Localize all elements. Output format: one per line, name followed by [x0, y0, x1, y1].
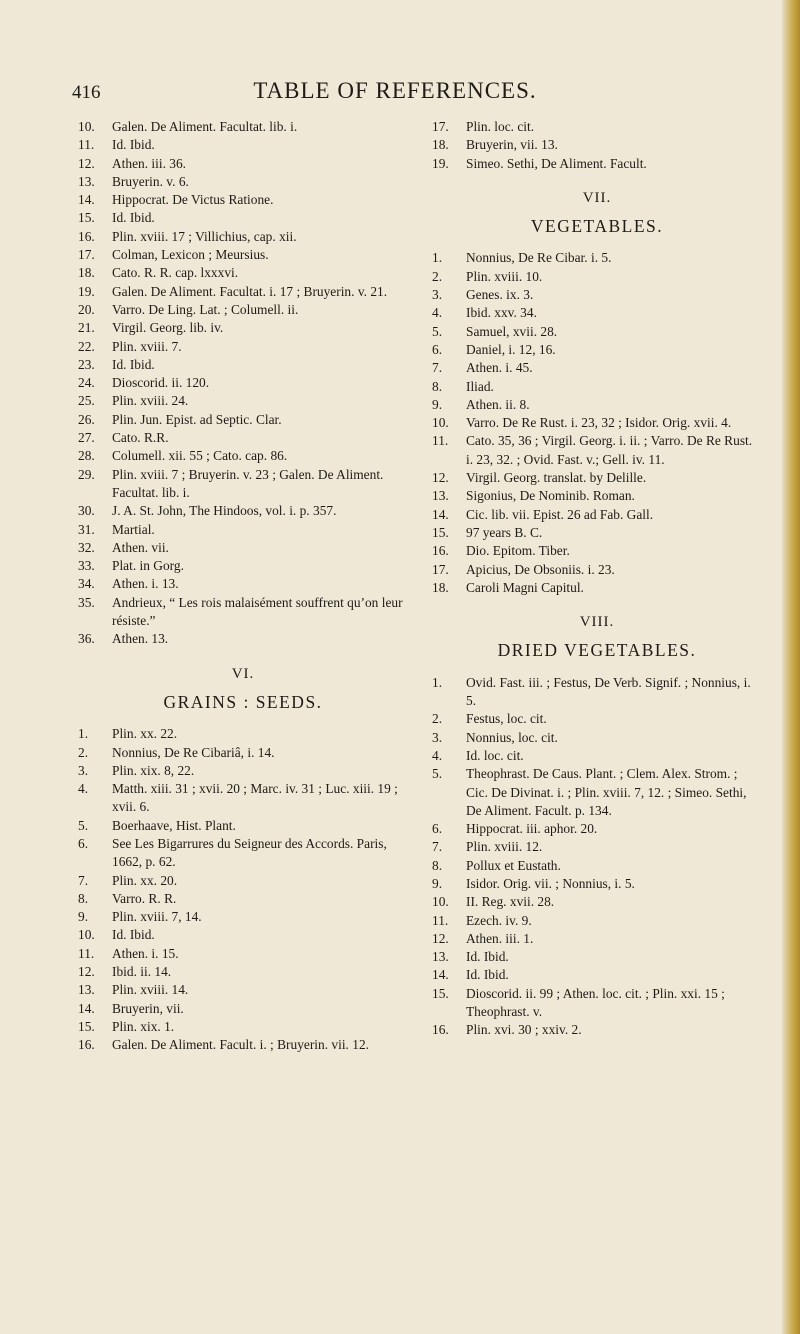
reference-text: Plin. xviii. 12.: [466, 839, 543, 855]
reference-number: 10.: [78, 927, 95, 943]
reference-number: 9.: [432, 396, 443, 412]
reference-number: 2.: [432, 268, 443, 284]
reference-entry: [78, 539, 408, 557]
reference-entry: [432, 875, 762, 893]
reference-entry: [432, 857, 762, 875]
reference-entry: [432, 304, 762, 322]
reference-number: 11.: [78, 945, 95, 961]
reference-number: 14.: [432, 967, 449, 983]
reference-entry: [78, 521, 408, 539]
reference-number: 30.: [78, 503, 95, 519]
reference-text: Hippocrat. iii. aphor. 20.: [466, 821, 598, 837]
reference-entry: [432, 432, 762, 469]
reference-number: 4.: [78, 781, 89, 797]
reference-number: 12.: [78, 155, 95, 171]
reference-text: Boerhaave, Hist. Plant.: [112, 817, 236, 833]
reference-text: Id. Ibid.: [112, 927, 155, 943]
reference-text: Plin. loc. cit.: [466, 119, 535, 134]
reference-text: Dioscorid. ii. 99 ; Athen. loc. cit. ; Plin. xxi. 15 ; Theophrast. v.: [466, 985, 725, 1020]
reference-text: Cic. lib. vii. Epist. 26 ad Fab. Gall.: [466, 506, 654, 522]
reference-text: See Les Bigarrures du Seigneur des Accords. Paris, 1662, p. 62.: [112, 835, 387, 870]
reference-text: II. Reg. xvii. 28.: [466, 894, 555, 910]
reference-entry: [432, 893, 762, 911]
reference-entry: [78, 945, 408, 963]
reference-text: Plat. in Gorg.: [112, 558, 184, 574]
reference-number: 3.: [432, 287, 443, 303]
reference-number: 2.: [432, 711, 443, 727]
reference-text: Bruyerin, vii.: [112, 1000, 184, 1016]
reference-number: 32.: [78, 539, 95, 555]
reference-text: Athen. vii.: [112, 539, 169, 555]
reference-entry: [78, 963, 408, 981]
reference-number: 19.: [432, 155, 449, 171]
reference-text: Plin. xviii. 10.: [466, 268, 543, 284]
reference-entry: [78, 392, 408, 410]
reference-entry: [78, 283, 408, 301]
running-title: TABLE OF REFERENCES.: [253, 78, 537, 103]
reference-text: Athen. 13.: [112, 631, 169, 647]
reference-number: 14.: [432, 506, 449, 522]
reference-text: Athen. i. 45.: [466, 360, 533, 376]
reference-text: Varro. R. R.: [112, 890, 177, 906]
reference-entry: [78, 447, 408, 465]
reference-text: Virgil. Georg. translat. by Delille.: [466, 470, 647, 486]
reference-text: Apicius, De Obsoniis. i. 23.: [466, 561, 615, 577]
reference-entry: [432, 729, 762, 747]
reference-entry: [432, 912, 762, 930]
reference-text: Ibid. ii. 14.: [112, 964, 172, 980]
reference-text: Ovid. Fast. iii. ; Festus, De Verb. Signif. ; Nonnius, i. 5.: [466, 674, 751, 709]
reference-text: Festus, loc. cit.: [466, 711, 547, 727]
reference-list: [78, 118, 408, 649]
reference-text: Daniel, i. 12, 16.: [466, 341, 556, 357]
reference-entry: [432, 765, 762, 820]
reference-text: Athen. i. 13.: [112, 576, 179, 592]
reference-entry: [432, 378, 762, 396]
section-title: VEGETABLES.: [530, 216, 664, 237]
reference-text: Plin. xx. 22.: [112, 726, 178, 742]
reference-entry: [78, 817, 408, 835]
reference-entry: [78, 890, 408, 908]
reference-entry: [432, 838, 762, 856]
reference-number: 16.: [432, 1022, 449, 1038]
reference-number: 9.: [78, 909, 89, 925]
reference-number: 24.: [78, 375, 95, 391]
reference-entry: [78, 356, 408, 374]
reference-number: 33.: [78, 558, 95, 574]
reference-number: 35.: [78, 594, 95, 610]
page-edge: [782, 0, 800, 1334]
reference-text: Iliad.: [466, 378, 494, 394]
section-numeral: VII.: [582, 189, 612, 206]
reference-entry: [78, 155, 408, 173]
reference-entry: [432, 487, 762, 505]
reference-number: 28.: [78, 448, 95, 464]
reference-entry: [78, 557, 408, 575]
reference-text: Sigonius, De Nominib. Roman.: [466, 488, 635, 504]
reference-entry: [432, 966, 762, 984]
reference-entry: [78, 762, 408, 780]
reference-text: Cato. 35, 36 ; Virgil. Georg. i. ii. ; Varro. De Re Rust. i. 23, 32. ; Ovid. Fast. v.; Gell. iv. 11.: [466, 433, 753, 467]
reference-entry: [78, 301, 408, 319]
reference-entry: [432, 286, 762, 304]
right-column: [432, 118, 762, 1040]
reference-number: 10.: [78, 119, 95, 134]
reference-number: 18.: [432, 579, 449, 595]
reference-number: 18.: [432, 137, 449, 153]
reference-list: [432, 249, 762, 597]
reference-number: 3.: [78, 762, 89, 778]
reference-text: Galen. De Aliment. Facult. i. ; Bruyerin. vii. 12.: [112, 1037, 369, 1053]
reference-text: Samuel, xvii. 28.: [466, 323, 558, 339]
reference-entry: [78, 908, 408, 926]
reference-text: Plin. xvi. 30 ; xxiv. 2.: [466, 1022, 582, 1038]
reference-text: Varro. De Re Rust. i. 23, 32 ; Isidor. Orig. xvii. 4.: [466, 415, 732, 431]
reference-text: Cato. R. R. cap. lxxxvi.: [112, 265, 239, 281]
reference-number: 15.: [432, 524, 449, 540]
reference-entry: [78, 429, 408, 447]
reference-text: Isidor. Orig. vii. ; Nonnius, i. 5.: [466, 875, 635, 891]
reference-number: 11.: [432, 912, 449, 928]
reference-entry: [432, 985, 762, 1022]
reference-number: 21.: [78, 320, 95, 336]
reference-entry: [432, 118, 762, 136]
reference-list: [432, 118, 762, 173]
reference-entry: [78, 191, 408, 209]
reference-entry: [78, 1018, 408, 1036]
reference-number: 11.: [432, 433, 449, 449]
reference-entry: [432, 136, 762, 154]
reference-text: Plin. Jun. Epist. ad Septic. Clar.: [112, 411, 282, 427]
reference-number: 13.: [432, 488, 449, 504]
reference-text: Varro. De Ling. Lat. ; Columell. ii.: [112, 301, 299, 317]
reference-text: Galen. De Aliment. Facultat. lib. i.: [112, 119, 298, 134]
reference-number: 18.: [78, 265, 95, 281]
reference-entry: [432, 1021, 762, 1039]
reference-text: Athen. i. 15.: [112, 945, 179, 961]
reference-entry: [78, 466, 408, 503]
reference-number: 36.: [78, 631, 95, 647]
reference-text: Theophrast. De Caus. Plant. ; Clem. Alex. Strom. ; Cic. De Divinat. i. ; Plin. xviii. 7, 12. ; Simeo. Sethi, De Aliment. Facult. p. 134.: [466, 766, 747, 818]
reference-number: 34.: [78, 576, 95, 592]
reference-entry: [432, 414, 762, 432]
reference-number: 14.: [78, 192, 95, 208]
reference-entry: [432, 930, 762, 948]
reference-entry: [78, 209, 408, 227]
reference-text: Athen. iii. 36.: [112, 155, 187, 171]
reference-number: 19.: [78, 283, 95, 299]
reference-number: 13.: [78, 173, 95, 189]
reference-text: Plin. xix. 1.: [112, 1018, 175, 1034]
reference-entry: [432, 747, 762, 765]
reference-entry: [78, 575, 408, 593]
reference-text: Simeo. Sethi, De Aliment. Facult.: [466, 155, 647, 171]
section-title: DRIED VEGETABLES.: [497, 640, 697, 661]
reference-text: Nonnius, De Re Cibar. i. 5.: [466, 250, 612, 266]
reference-number: 6.: [78, 835, 89, 851]
reference-entry: [78, 1000, 408, 1018]
reference-number: 3.: [432, 729, 443, 745]
reference-text: Pollux et Eustath.: [466, 857, 561, 873]
reference-number: 5.: [432, 323, 443, 339]
reference-number: 26.: [78, 411, 95, 427]
reference-number: 13.: [78, 982, 95, 998]
reference-number: 12.: [432, 930, 449, 946]
reference-number: 17.: [78, 247, 95, 263]
reference-number: 15.: [432, 985, 449, 1001]
reference-entry: [78, 319, 408, 337]
reference-text: Matth. xiii. 31 ; xvii. 20 ; Marc. iv. 31 ; Luc. xiii. 19 ; xvii. 6.: [112, 781, 398, 815]
reference-text: Plin. xviii. 7.: [112, 338, 182, 354]
reference-text: J. A. St. John, The Hindoos, vol. i. p. 357.: [112, 503, 337, 519]
reference-number: 16.: [78, 228, 95, 244]
reference-number: 31.: [78, 521, 95, 537]
reference-number: 4.: [432, 305, 443, 321]
section-numeral: VIII.: [579, 614, 615, 631]
reference-text: Columell. xii. 55 ; Cato. cap. 86.: [112, 448, 288, 464]
reference-text: Dio. Epitom. Tiber.: [466, 543, 570, 559]
reference-text: Genes. ix. 3.: [466, 287, 534, 303]
reference-text: Plin. xviii. 14.: [112, 982, 189, 998]
reference-entry: [78, 630, 408, 648]
reference-entry: [432, 820, 762, 838]
reference-number: 6.: [432, 341, 443, 357]
reference-number: 8.: [432, 857, 443, 873]
reference-text: Ibid. xxv. 34.: [466, 305, 537, 321]
reference-text: Plin. xviii. 24.: [112, 393, 189, 409]
reference-text: Plin. xix. 8, 22.: [112, 762, 195, 778]
reference-text: Hippocrat. De Victus Ratione.: [112, 192, 274, 208]
reference-number: 7.: [78, 872, 89, 888]
left-column: [78, 118, 408, 1055]
reference-entry: [78, 264, 408, 282]
reference-number: 10.: [432, 415, 449, 431]
reference-entry: [432, 710, 762, 728]
reference-text: Colman, Lexicon ; Meursius.: [112, 247, 269, 263]
reference-text: Cato. R.R.: [112, 430, 169, 446]
reference-text: Virgil. Georg. lib. iv.: [112, 320, 224, 336]
reference-text: Id. Ibid.: [112, 210, 155, 226]
reference-entry: [78, 246, 408, 264]
reference-number: 8.: [432, 378, 443, 394]
reference-text: Athen. iii. 1.: [466, 930, 534, 946]
reference-text: Plin. xviii. 7, 14.: [112, 909, 202, 925]
reference-text: Andrieux, “ Les rois malaisément souffrent qu’on leur résiste.”: [112, 594, 403, 629]
reference-entry: [432, 341, 762, 359]
reference-entry: [78, 374, 408, 392]
reference-number: 10.: [432, 894, 449, 910]
reference-entry: [78, 594, 408, 631]
reference-number: 15.: [78, 210, 95, 226]
reference-entry: [78, 173, 408, 191]
reference-entry: [432, 561, 762, 579]
reference-entry: [78, 725, 408, 743]
reference-entry: [78, 338, 408, 356]
reference-entry: [78, 981, 408, 999]
reference-text: Id. Ibid.: [466, 949, 509, 965]
reference-number: 12.: [432, 470, 449, 486]
reference-number: 27.: [78, 430, 95, 446]
reference-entry: [432, 469, 762, 487]
section-numeral: VI.: [231, 665, 255, 682]
reference-entry: [78, 502, 408, 520]
reference-entry: [432, 542, 762, 560]
reference-text: Galen. De Aliment. Facultat. i. 17 ; Bruyerin. v. 21.: [112, 283, 388, 299]
reference-text: Nonnius, De Re Cibariâ, i. 14.: [112, 744, 275, 760]
reference-number: 23.: [78, 356, 95, 372]
reference-number: 29.: [78, 466, 95, 482]
reference-text: Bruyerin. v. 6.: [112, 173, 189, 189]
reference-number: 14.: [78, 1000, 95, 1016]
page-number: 416: [72, 82, 101, 103]
reference-number: 5.: [432, 766, 443, 782]
reference-text: Caroli Magni Capitul.: [466, 579, 584, 595]
reference-number: 11.: [78, 137, 95, 153]
reference-entry: [78, 118, 408, 136]
reference-number: 8.: [78, 890, 89, 906]
reference-text: Id. Ibid.: [112, 356, 155, 372]
reference-number: 13.: [432, 949, 449, 965]
reference-list: [432, 674, 762, 1040]
reference-text: Id. Ibid.: [466, 967, 509, 983]
reference-number: 6.: [432, 821, 443, 837]
reference-entry: [432, 268, 762, 286]
reference-text: Id. loc. cit.: [466, 747, 524, 763]
reference-text: Bruyerin, vii. 13.: [466, 137, 558, 153]
reference-number: 1.: [78, 726, 89, 742]
reference-number: 25.: [78, 393, 95, 409]
reference-text: Plin. xviii. 7 ; Bruyerin. v. 23 ; Galen. De Aliment. Facultat. lib. i.: [112, 466, 384, 500]
section-title: GRAINS : SEEDS.: [163, 691, 323, 712]
reference-number: 16.: [432, 543, 449, 559]
reference-entry: [78, 780, 408, 817]
reference-number: 2.: [78, 744, 89, 760]
reference-entry: [78, 835, 408, 872]
reference-entry: [78, 228, 408, 246]
reference-entry: [432, 359, 762, 377]
reference-text: Id. Ibid.: [112, 137, 155, 153]
reference-text: 97 years B. C.: [466, 524, 543, 540]
reference-entry: [78, 872, 408, 890]
reference-entry: [78, 1036, 408, 1054]
reference-entry: [432, 155, 762, 173]
reference-entry: [432, 249, 762, 267]
reference-number: 17.: [432, 561, 449, 577]
reference-text: Plin. xviii. 17 ; Villichius, cap. xii.: [112, 228, 297, 244]
reference-list: [78, 725, 408, 1054]
reference-number: 22.: [78, 338, 95, 354]
reference-entry: [78, 411, 408, 429]
reference-number: 1.: [432, 250, 443, 266]
reference-number: 20.: [78, 301, 95, 317]
reference-entry: [432, 948, 762, 966]
reference-entry: [432, 323, 762, 341]
reference-number: 1.: [432, 674, 443, 690]
reference-entry: [432, 506, 762, 524]
reference-entry: [78, 926, 408, 944]
reference-entry: [432, 674, 762, 711]
reference-number: 4.: [432, 747, 443, 763]
reference-text: Martial.: [112, 521, 155, 537]
reference-text: Ezech. iv. 9.: [466, 912, 532, 928]
reference-text: Athen. ii. 8.: [466, 396, 530, 412]
reference-number: 17.: [432, 119, 449, 134]
reference-number: 7.: [432, 360, 443, 376]
reference-entry: [78, 744, 408, 762]
reference-entry: [432, 396, 762, 414]
reference-entry: [432, 524, 762, 542]
reference-number: 12.: [78, 964, 95, 980]
reference-text: Plin. xx. 20.: [112, 872, 178, 888]
reference-number: 15.: [78, 1018, 95, 1034]
reference-entry: [432, 579, 762, 597]
reference-text: Dioscorid. ii. 120.: [112, 375, 210, 391]
reference-number: 9.: [432, 875, 443, 891]
reference-text: Nonnius, loc. cit.: [466, 729, 558, 745]
reference-number: 5.: [78, 817, 89, 833]
reference-number: 16.: [78, 1037, 95, 1053]
reference-number: 7.: [432, 839, 443, 855]
reference-entry: [78, 136, 408, 154]
